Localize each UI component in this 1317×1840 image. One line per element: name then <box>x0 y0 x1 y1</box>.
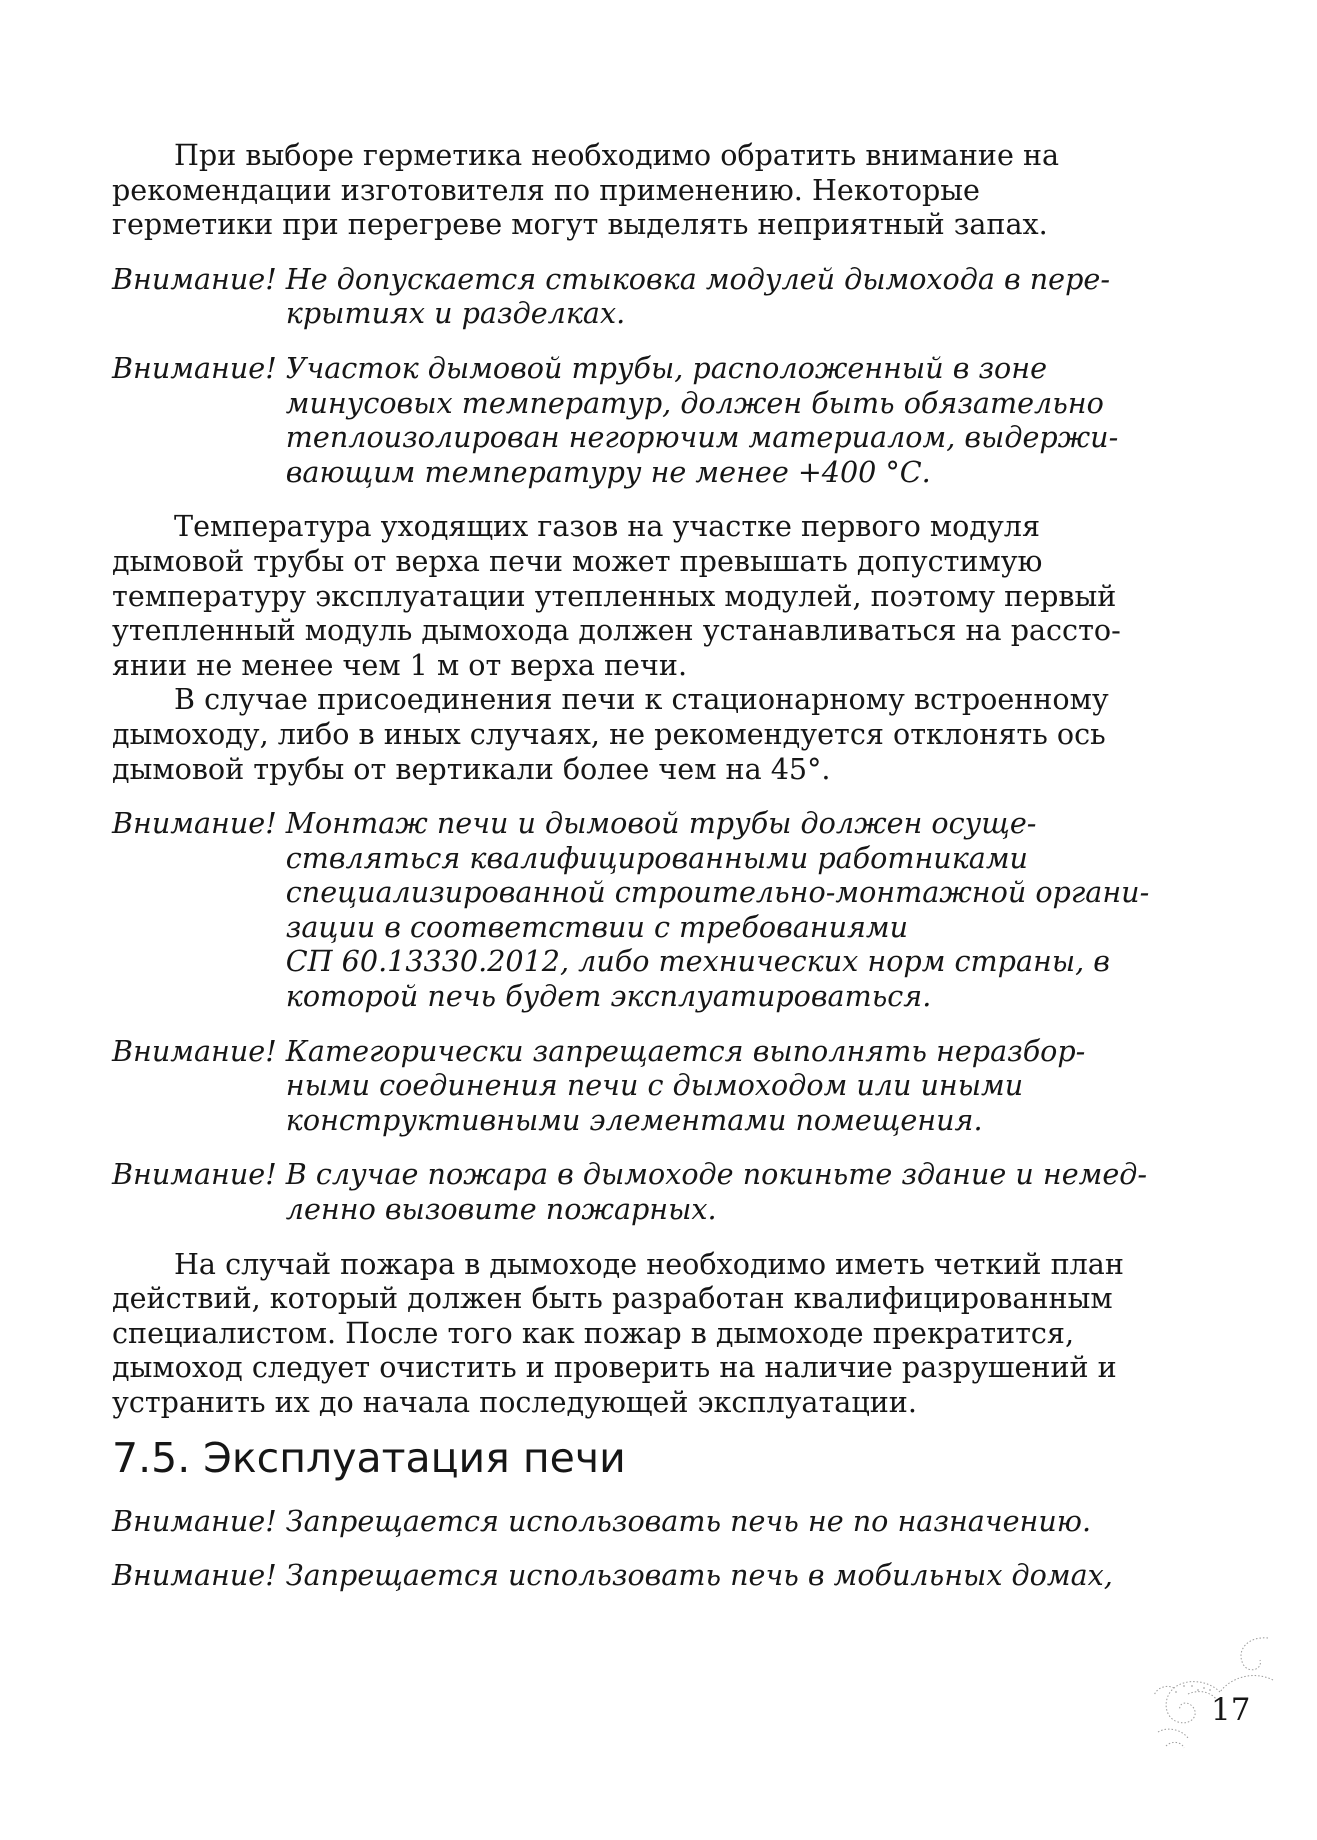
warning-installation <box>112 806 1150 1014</box>
text-line: действий, который должен быть разработан квалифицированным <box>112 1281 1113 1316</box>
page-number: 17 <box>1211 1692 1251 1728</box>
text-line: Температура уходящих газов на участке первого модуля <box>174 509 1040 544</box>
text-line: СП 60.13330.2012, либо технических норм страны, в <box>285 944 1110 979</box>
text-line: рекомендации изготовителя по применению. Некоторые <box>112 172 980 207</box>
text-line: конструктивными элементами помещения. <box>285 1102 983 1137</box>
warning-label: Внимание! <box>112 350 286 385</box>
text-line: Не допускается стыковка модулей дымохода в пере- <box>285 261 1110 296</box>
text-line: специалистом. После того как пожар в дымоходе прекратится, <box>112 1315 1075 1350</box>
text-line: крытиях и разделках. <box>285 296 626 331</box>
warning-text <box>286 1034 1132 1138</box>
warning-text <box>286 1157 1147 1226</box>
text-line: дымовой трубы от вертикали более чем на 45°. <box>112 751 831 786</box>
text-line: герметики при перегреве могут выделять неприятный запах. <box>112 207 1048 242</box>
text-line: Категорически запрещается выполнять неразбор- <box>285 1033 1086 1068</box>
warning-joints <box>112 262 1132 331</box>
warning-label: Внимание! <box>112 261 286 296</box>
paragraph-exhaust-temperature <box>112 509 1132 682</box>
paragraph-sealant <box>112 138 1132 242</box>
warning-text <box>286 351 1132 489</box>
text-line: утепленный модуль дымохода должен устанавливаться на рассто- <box>112 613 1121 648</box>
text-line: ленно вызовите пожарных. <box>285 1192 717 1227</box>
text-line: теплоизолирован негорючим материалом, выдержи- <box>285 420 1119 455</box>
text-line: которой печь будет эксплуатироваться. <box>285 979 932 1014</box>
warning-label: Внимание! <box>112 806 286 841</box>
paragraph-chimney-deviation <box>112 682 1132 786</box>
text-line: В случае присоединения печи к стационарному встроенному <box>174 682 1109 717</box>
document-page <box>112 138 1150 1613</box>
text-line: Монтаж печи и дымовой трубы должен осуще- <box>285 806 1037 841</box>
text-line: На случай пожара в дымоходе необходимо иметь четкий план <box>174 1246 1124 1281</box>
text-line: янии не менее чем 1 м от верха печи. <box>112 647 688 682</box>
warning-label: Внимание! <box>112 1157 286 1192</box>
warning-text <box>286 806 1149 1014</box>
warning-label: Внимание! <box>112 1033 286 1068</box>
text-line: В случае пожара в дымоходе покиньте здание и немед- <box>285 1157 1148 1192</box>
text-line: ствляться квалифицированными работниками <box>285 840 1028 875</box>
text-line: Участок дымовой трубы, расположенный в зоне <box>285 350 1048 385</box>
warning-permanent-joints <box>112 1034 1132 1138</box>
text-line: При выборе герметика необходимо обратить внимание на <box>174 138 1060 172</box>
text-line: ными соединения печи с дымоходом или иными <box>285 1068 1024 1103</box>
text-line: дымовой трубы от верха печи может превышать допустимую <box>112 543 1043 578</box>
warning-misuse: Внимание! Запрещается использовать печь не по назначению. <box>112 1503 1092 1538</box>
text-line: устранить их до начала последующей эксплуатации. <box>112 1385 917 1419</box>
text-line: дымоходу, либо в иных случаях, не рекомендуется отклонять ось <box>112 716 1106 751</box>
text-line: специализированной строительно-монтажной органи- <box>285 875 1150 910</box>
warning-text <box>286 262 1132 331</box>
text-line: дымоход следует очистить и проверить на наличие разрушений и <box>112 1350 1117 1385</box>
warning-chimney-fire <box>112 1157 1148 1227</box>
text-line: вающим температуру не менее +400 °С. <box>285 454 931 489</box>
section-heading: 7.5. Эксплуатация печи <box>112 1433 626 1482</box>
text-line: минусовых температур, должен быть обязательно <box>285 385 1104 420</box>
text-line: зации в соответствии с требованиями <box>285 909 909 944</box>
paragraph-fire-plan <box>112 1247 1132 1420</box>
warning-mobile-homes: Внимание! Запрещается использовать печь в мобильных домах, <box>112 1558 1113 1593</box>
text-line: температуру эксплуатации утепленных модулей, поэтому первый <box>112 578 1117 613</box>
warning-insulation <box>112 351 1132 489</box>
